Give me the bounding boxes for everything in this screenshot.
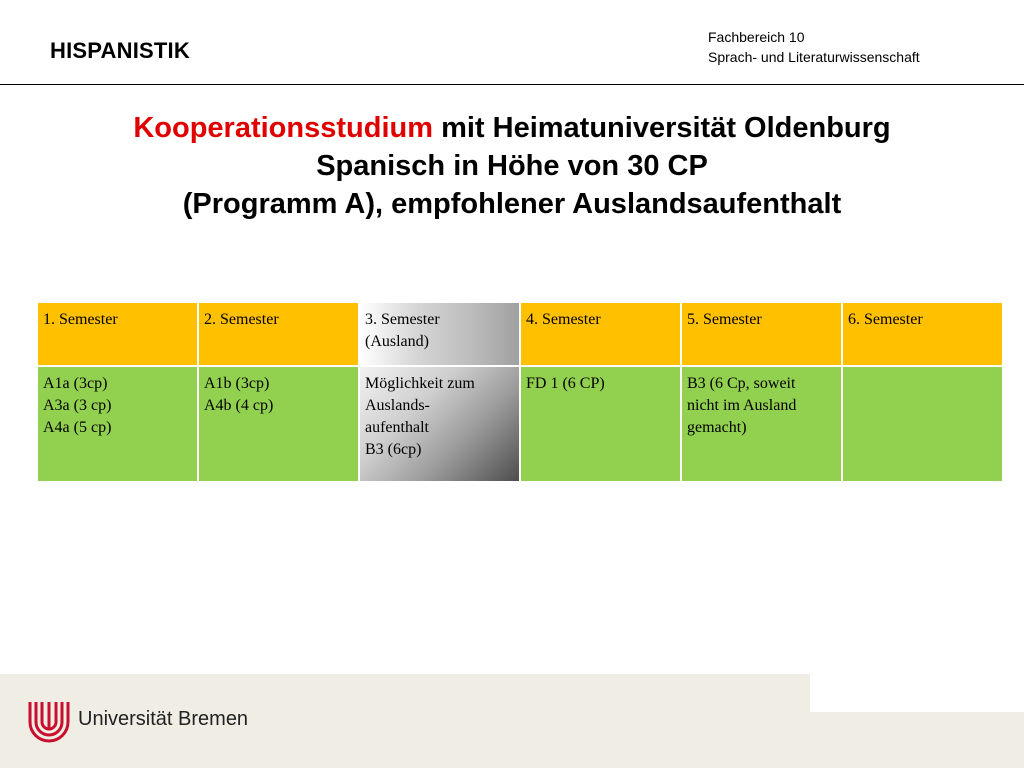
cell-line: 4. Semester [526,311,601,328]
cell-line: 6. Semester [848,311,923,328]
title-line-1-rest: mit Heimatuniversität Oldenburg [433,112,891,144]
subject-heading: HISPANISTIK [50,38,190,63]
department-info [708,27,920,67]
semester-plan-table [36,301,1004,483]
cell-line: (Ausland) [365,333,429,350]
cell-line: 1. Semester [43,311,118,328]
table-row [37,366,1003,482]
cell-line: Möglichkeit zum [365,375,475,392]
footer-band-right [810,712,1024,768]
title-accent: Kooperationsstudium [133,112,434,144]
header-cell-semester-2 [198,302,359,366]
cell-line: A3a (3 cp) [43,397,112,414]
course-cell-semester-4 [520,366,681,482]
cell-line: Auslands- [365,397,430,414]
title-line-1 [0,109,1024,147]
course-cell-semester-6 [842,366,1003,482]
uni-bremen-logo-icon [26,698,72,744]
university-name: Universität Bremen [78,708,249,730]
cell-line: A4b (4 cp) [204,397,274,414]
faculty-name: Sprach- und Literaturwissenschaft [708,49,920,65]
cell-line: aufenthalt [365,419,429,436]
cell-line: gemacht) [687,419,747,436]
department-name: Fachbereich 10 [708,29,805,45]
course-cell-semester-1 [37,366,198,482]
cell-line: 3. Semester [365,311,440,328]
header-cell-semester-1 [37,302,198,366]
cell-line: 5. Semester [687,311,762,328]
page-title [0,109,1024,223]
header-cell-semester-5 [681,302,842,366]
cell-line: 2. Semester [204,311,279,328]
title-line-2: Spanisch in Höhe von 30 CP [316,150,708,182]
table-header-row [37,302,1003,366]
cell-line: A1b (3cp) [204,375,270,392]
course-cell-semester-3 [359,366,520,482]
header-cell-semester-4 [520,302,681,366]
course-cell-semester-5 [681,366,842,482]
header-cell-semester-6 [842,302,1003,366]
cell-line: A4a (5 cp) [43,419,112,436]
cell-line: nicht im Ausland [687,397,797,414]
cell-line: B3 (6cp) [365,441,422,458]
title-line-3: (Programm A), empfohlener Auslandsaufenthalt [182,188,842,220]
cell-line: FD 1 (6 CP) [526,375,605,392]
cell-line: A1a (3cp) [43,375,108,392]
header-cell-semester-3 [359,302,520,366]
course-cell-semester-2 [198,366,359,482]
cell-line: B3 (6 Cp, soweit [687,375,796,392]
header-divider [0,84,1024,85]
